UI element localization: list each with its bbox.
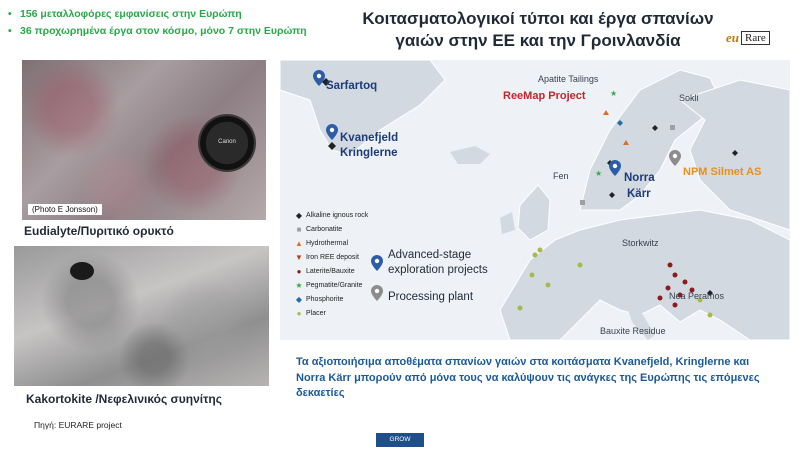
label-nea-peramos: Nea Peramos xyxy=(669,291,725,301)
map-pin-icon xyxy=(609,160,621,176)
legend-item: ● Laterite/Bauxite xyxy=(292,264,368,278)
logo-eu-text: eu xyxy=(726,30,739,45)
logo-rare-text: Rare xyxy=(741,31,770,45)
eurare-logo xyxy=(726,28,794,48)
grow-badge: GROW xyxy=(376,433,424,447)
diamond-icon: ◆ xyxy=(295,294,303,304)
map-pin-icon xyxy=(669,150,681,166)
diamond-icon: ◆ xyxy=(295,210,303,220)
slide-title: Κοιτασματολογικοί τύποι και έργα σπανίων γαιών στην ΕΕ και την Γροινλανδία xyxy=(362,9,714,50)
label-storkwitz: Storkwitz xyxy=(622,238,659,248)
label-reemap-project: ReeMap Project xyxy=(503,90,586,102)
circle-icon: ● xyxy=(296,266,302,276)
legend-item: ▼ Iron REE deposit xyxy=(292,250,368,264)
photo-credit: (Photo E Jonsson) xyxy=(28,204,102,215)
lens-brand-text: Canon xyxy=(218,139,236,145)
legend-item: ◆ Phosphorite xyxy=(292,292,368,306)
legend-item: ◆ Alkaline ignous rock xyxy=(292,208,368,222)
bullet-occurrences: • 156 μεταλλοφόρες εμφανίσεις στην Ευρώπη xyxy=(8,6,307,23)
label-npm-silmet: NPM Silmet AS xyxy=(683,166,762,178)
eudialyte-caption: Eudialyte/Πυριτικό ορυκτό xyxy=(24,224,174,238)
label-bauxite-residue: Bauxite Residue xyxy=(600,326,666,336)
kakortokite-photo xyxy=(14,246,269,386)
kakortokite-caption: Kakortokite /Νεφελινικός συηνίτης xyxy=(26,392,222,406)
legend-item: ▲ Hydrothermal xyxy=(292,236,368,250)
label-kringlerne: Kringlerne xyxy=(340,147,398,159)
map-pin-icon xyxy=(371,255,383,271)
summary-bullets xyxy=(8,6,307,40)
label-sokli: Sokli xyxy=(679,93,699,103)
camera-lens-cap-2 xyxy=(70,262,94,280)
svg-text:★: ★ xyxy=(595,169,603,178)
map-pin-icon xyxy=(371,285,383,301)
legend-item: ■ Carbonatite xyxy=(292,222,368,236)
label-fen: Fen xyxy=(553,171,569,181)
svg-text:★: ★ xyxy=(610,89,618,98)
triangle-up-icon: ▲ xyxy=(295,238,303,248)
map-pin-icon xyxy=(313,70,325,86)
camera-lens-cap xyxy=(200,116,254,170)
legend-item: ★ Pegmatite/Granite xyxy=(292,278,368,292)
label-sarfartoq: Sarfartoq xyxy=(326,80,378,92)
eudialyte-photo xyxy=(22,60,266,220)
label-kvanefjeld: Kvanefjeld xyxy=(340,132,399,144)
key-advanced-projects: Advanced-stage exploration projects xyxy=(388,249,488,276)
star-icon: ★ xyxy=(295,280,303,290)
source-note: Πηγή: EURARE project xyxy=(34,420,122,430)
label-apatite-tailings: Apatite Tailings xyxy=(538,74,599,84)
conclusion-text: Τα αξιοποιήσιμα αποθέματα σπανίων γαιών στα κοιτάσματα Kvanefjeld, Kringlerne και Norra Kärr μπορούν από μόνα τους να καλύψουν τις ανάγκες της Ευρώπης τις επόμενες δεκαετίες xyxy=(296,356,760,399)
legend-item: ● Placer xyxy=(292,306,368,320)
bullet-projects: • 36 προχωρημένα έργα στον κόσμο, μόνο 7 στην Ευρώπη xyxy=(8,23,307,40)
triangle-down-icon: ▼ xyxy=(295,252,303,262)
key-processing-plant: Processing plant xyxy=(388,291,474,303)
circle-icon: ● xyxy=(296,308,302,318)
square-icon: ■ xyxy=(296,224,302,234)
label-karr: Kärr xyxy=(627,188,651,200)
map-pin-icon xyxy=(326,124,338,140)
label-norra: Norra xyxy=(624,172,655,184)
